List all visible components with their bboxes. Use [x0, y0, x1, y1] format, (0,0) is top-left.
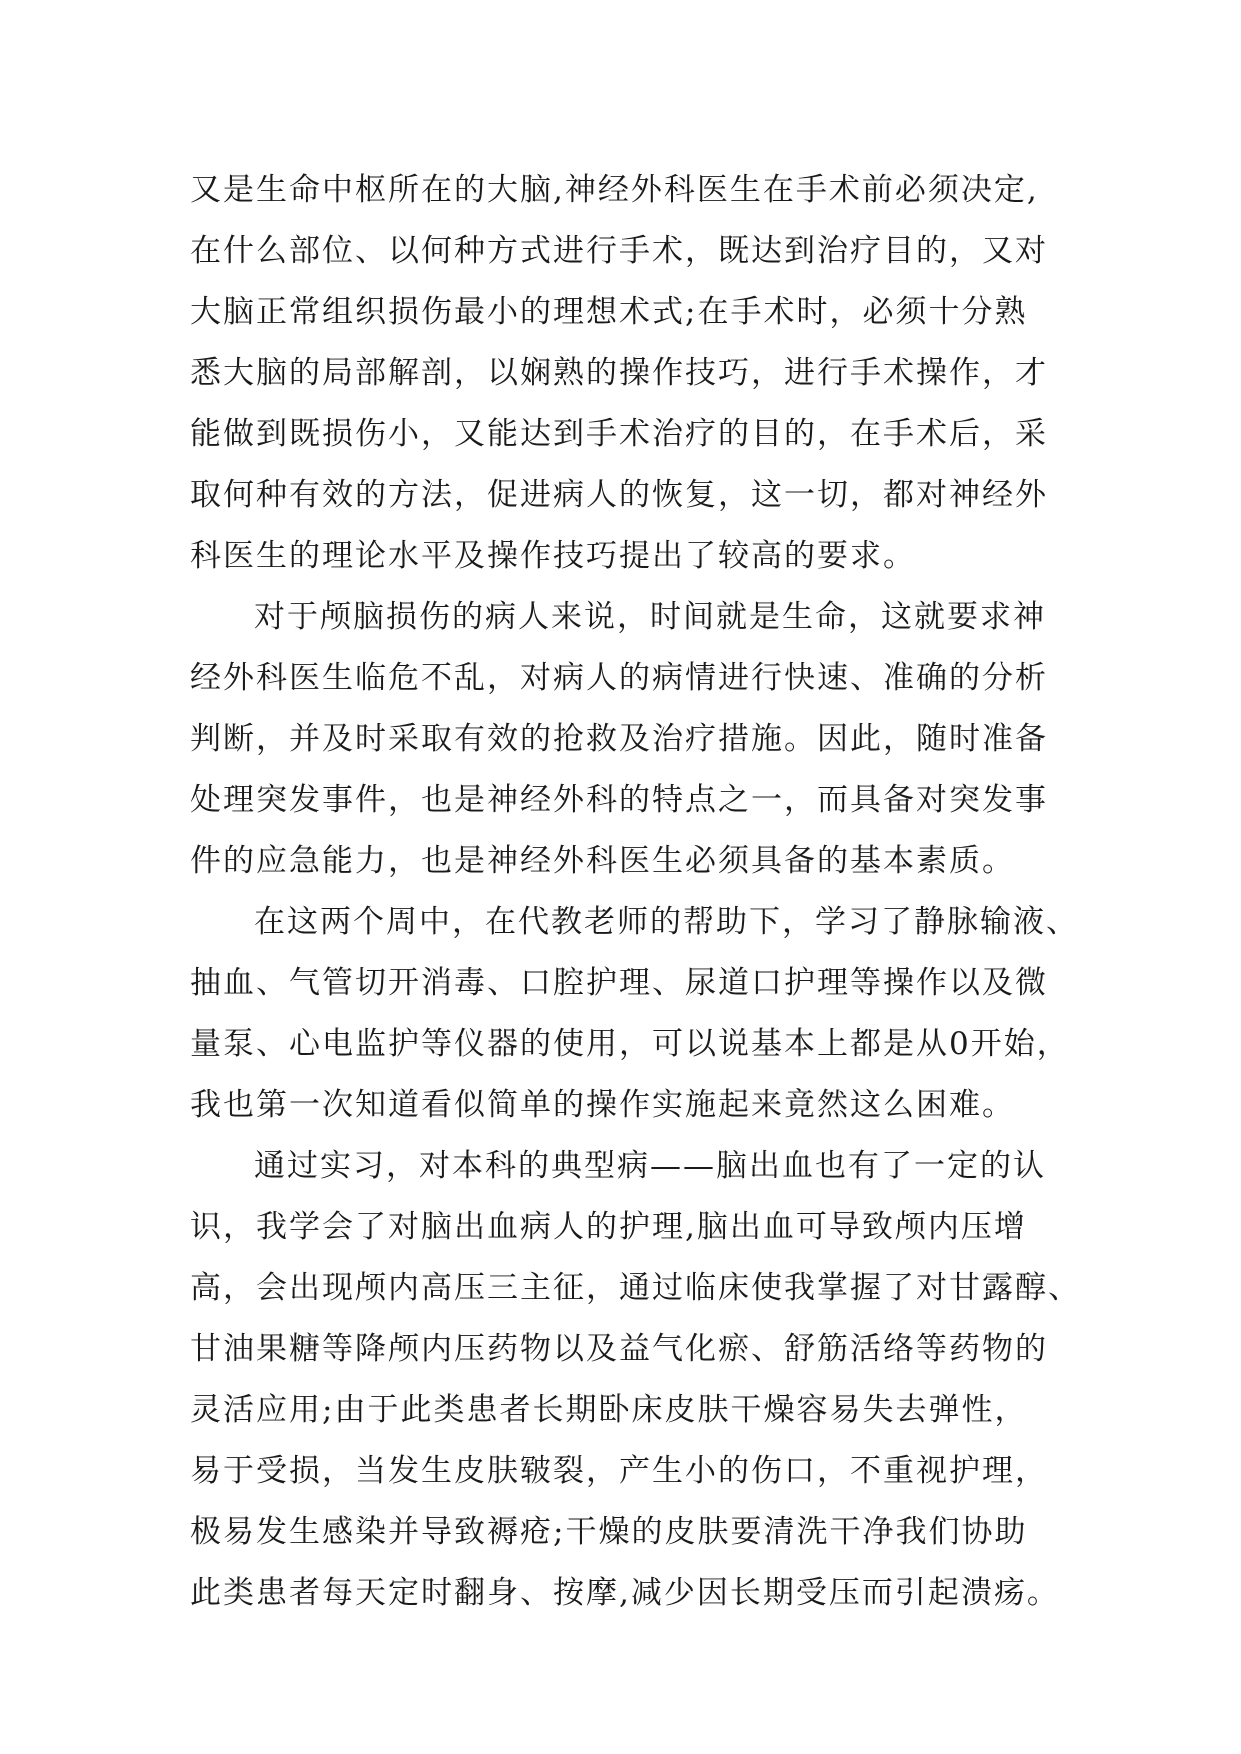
text-line: 抽血、气管切开消毒、口腔护理、尿道口护理等操作以及微	[190, 965, 1048, 1001]
text-line: 又是生命中枢所在的大脑,神经外科医生在手术前必须决定,	[190, 172, 1039, 208]
text-line: 经外科医生临危不乱，对病人的病情进行快速、准确的分析	[190, 660, 1048, 696]
text-line: 科医生的理论水平及操作技巧提出了较高的要求。	[190, 538, 916, 574]
text-line: 取何种有效的方法，促进病人的恢复，这一切，都对神经外	[190, 477, 1048, 513]
text-line: 极易发生感染并导致褥疮;干燥的皮肤要清洗干净我们协助	[190, 1514, 1028, 1550]
text-line: 量泵、心电监护等仪器的使用，可以说基本上都是从0开始，	[190, 1026, 1070, 1062]
text-line: 高，会出现颅内高压三主征，通过临床使我掌握了对甘露醇、	[190, 1270, 1081, 1306]
text-line: 易于受损，当发生皮肤皲裂，产生小的伤口，不重视护理，	[190, 1453, 1048, 1489]
text-line: 悉大脑的局部解剖，以娴熟的操作技巧，进行手术操作，才	[190, 355, 1048, 391]
text-line: 识，我学会了对脑出血病人的护理,脑出血可导致颅内压增	[190, 1209, 1027, 1245]
paragraph-start-line: 在这两个周中，在代教老师的帮助下，学习了静脉输液、	[254, 904, 1079, 940]
paragraph-start-line: 通过实习，对本科的典型病——脑出血也有了一定的认	[254, 1148, 1046, 1184]
text-line: 甘油果糖等降颅内压药物以及益气化瘀、舒筋活络等药物的	[190, 1331, 1048, 1367]
text-line: 大脑正常组织损伤最小的理想术式;在手术时，必须十分熟	[190, 294, 1028, 330]
text-line: 能做到既损伤小，又能达到手术治疗的目的，在手术后，采	[190, 416, 1048, 452]
text-line: 件的应急能力，也是神经外科医生必须具备的基本素质。	[190, 843, 1015, 879]
paragraph-start-line: 对于颅脑损伤的病人来说，时间就是生命，这就要求神	[254, 599, 1046, 635]
text-line: 在什么部位、以何种方式进行手术，既达到治疗目的，又对	[190, 233, 1048, 269]
text-line: 灵活应用;由于此类患者长期卧床皮肤干燥容易失去弹性，	[190, 1392, 1028, 1428]
text-line: 处理突发事件，也是神经外科的特点之一，而具备对突发事	[190, 782, 1048, 818]
text-line: 此类患者每天定时翻身、按摩,减少因长期受压而引起溃疡。	[190, 1575, 1060, 1611]
text-line: 我也第一次知道看似简单的操作实施起来竟然这么困难。	[190, 1087, 1015, 1123]
text-line: 判断，并及时采取有效的抢救及治疗措施。因此，随时准备	[190, 721, 1048, 757]
body-text	[190, 160, 1090, 1624]
